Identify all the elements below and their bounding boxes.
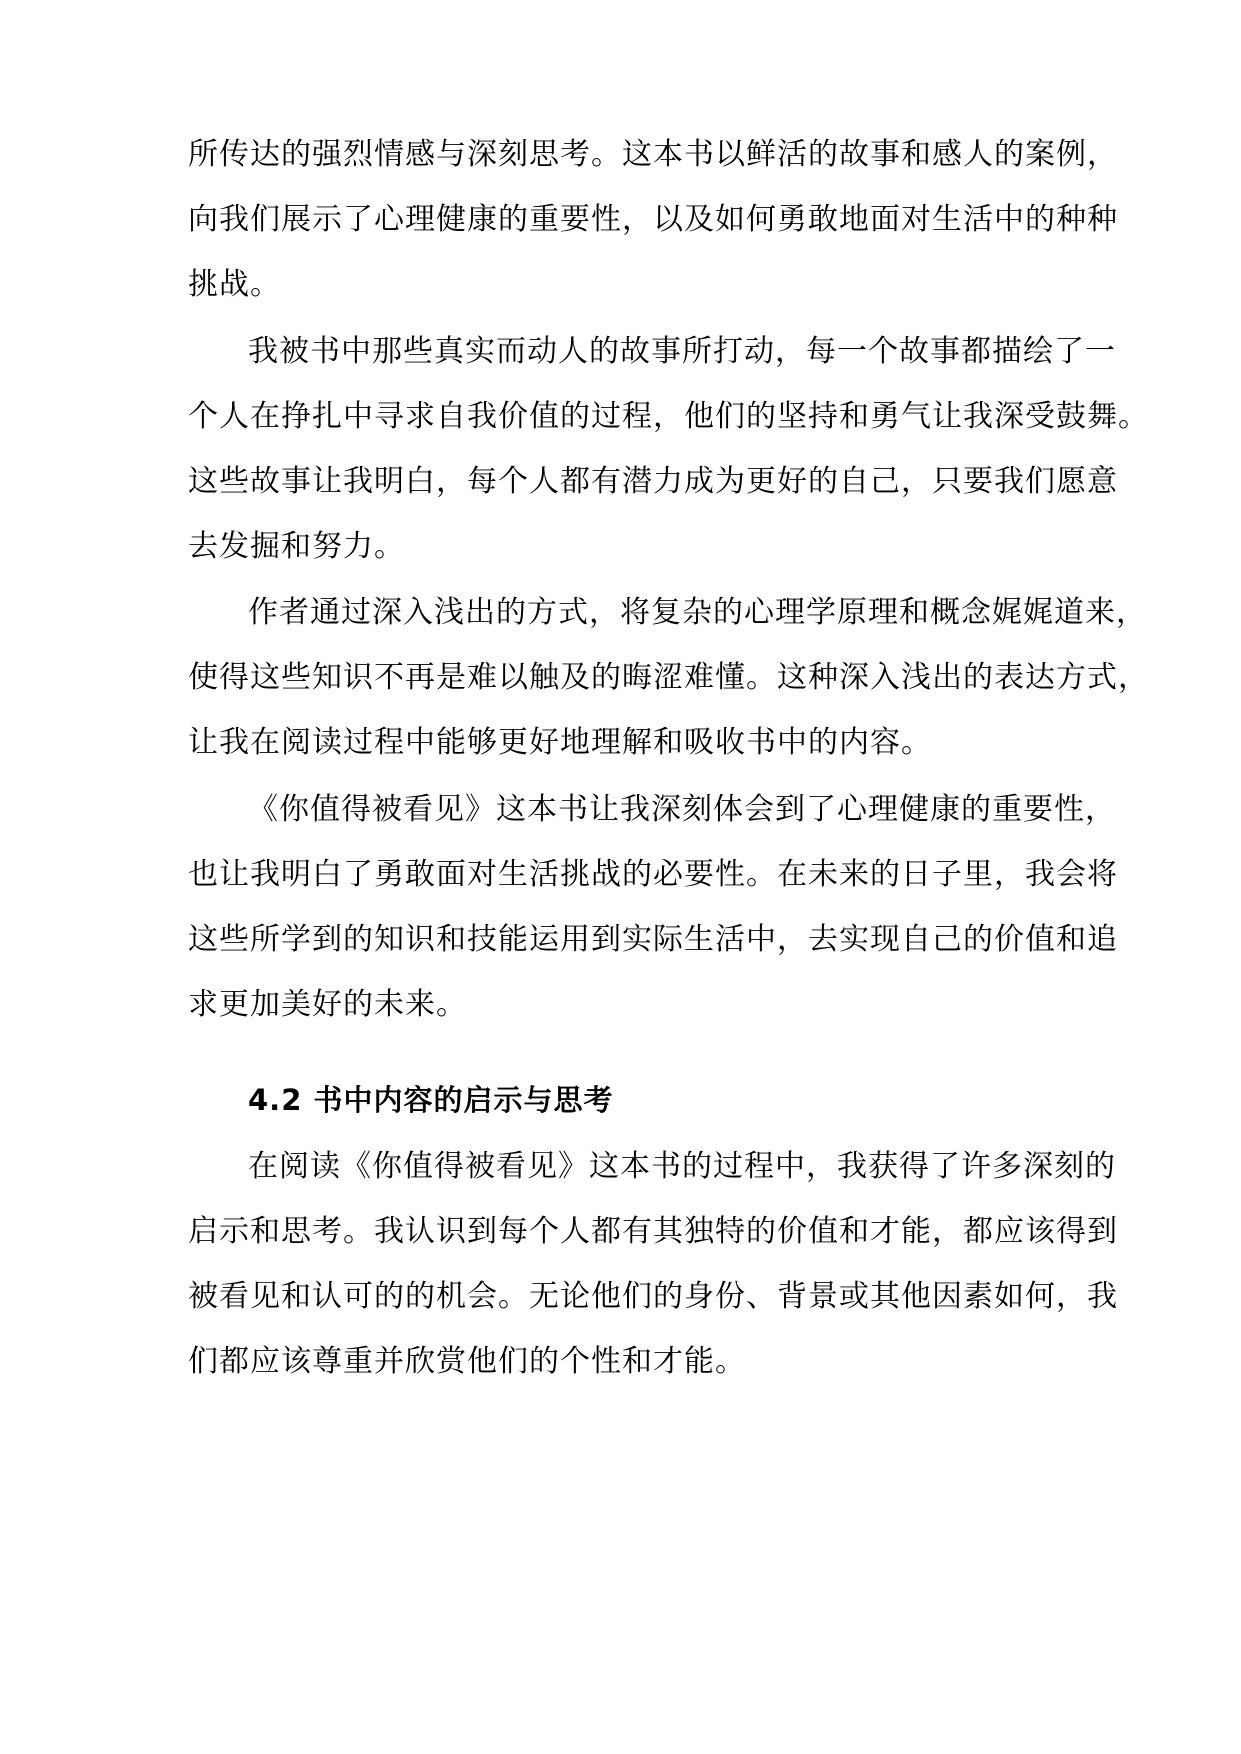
paragraph-2-line-4: 去发掘和努力。: [188, 529, 405, 564]
paragraph-2-line-2: 个人在挣扎中寻求自我价值的过程，他们的坚持和勇气让我深受鼓舞。: [188, 399, 1149, 434]
paragraph-4-line-4: 求更加美好的未来。: [188, 987, 467, 1022]
paragraph-3-line-2: 使得这些知识不再是难以触及的晦涩难懂。这种深入浅出的表达方式，: [188, 660, 1149, 695]
paragraph-1-line-3: 挑战。: [188, 267, 281, 302]
paragraph-3-line-3: 让我在阅读过程中能够更好地理解和吸收书中的内容。: [188, 725, 932, 760]
paragraph-2-line-3: 这些故事让我明白，每个人都有潜力成为更好的自己，只要我们愿意: [188, 464, 1118, 499]
paragraph-4-line-2: 也让我明白了勇敢面对生活挑战的必要性。在未来的日子里，我会将: [188, 857, 1118, 892]
paragraph-5-line-3: 被看见和认可的的机会。无论他们的身份、背景或其他因素如何，我: [188, 1279, 1118, 1314]
paragraph-3-line-1: 作者通过深入浅出的方式，将复杂的心理学原理和概念娓娓道来，: [248, 595, 1147, 630]
paragraph-1-line-1: 所传达的强烈情感与深刻思考。这本书以鲜活的故事和感人的案例，: [188, 137, 1118, 172]
paragraph-1-line-2: 向我们展示了心理健康的重要性，以及如何勇敢地面对生活中的种种: [188, 202, 1118, 237]
section-heading: 4.2 书中内容的启示与思考: [248, 1083, 614, 1117]
paragraph-5-line-1: 在阅读《你值得被看见》这本书的过程中，我获得了许多深刻的: [248, 1149, 1116, 1184]
paragraph-4-line-3: 这些所学到的知识和技能运用到实际生活中，去实现自己的价值和追: [188, 922, 1118, 957]
paragraph-2-line-1: 我被书中那些真实而动人的故事所打动，每一个故事都描绘了一: [248, 334, 1116, 369]
paragraph-5-line-2: 启示和思考。我认识到每个人都有其独特的价值和才能，都应该得到: [188, 1214, 1118, 1249]
paragraph-5-line-4: 们都应该尊重并欣赏他们的个性和才能。: [188, 1344, 746, 1379]
paragraph-4-line-1: 《你值得被看见》这本书让我深刻体会到了心理健康的重要性，: [248, 792, 1116, 827]
